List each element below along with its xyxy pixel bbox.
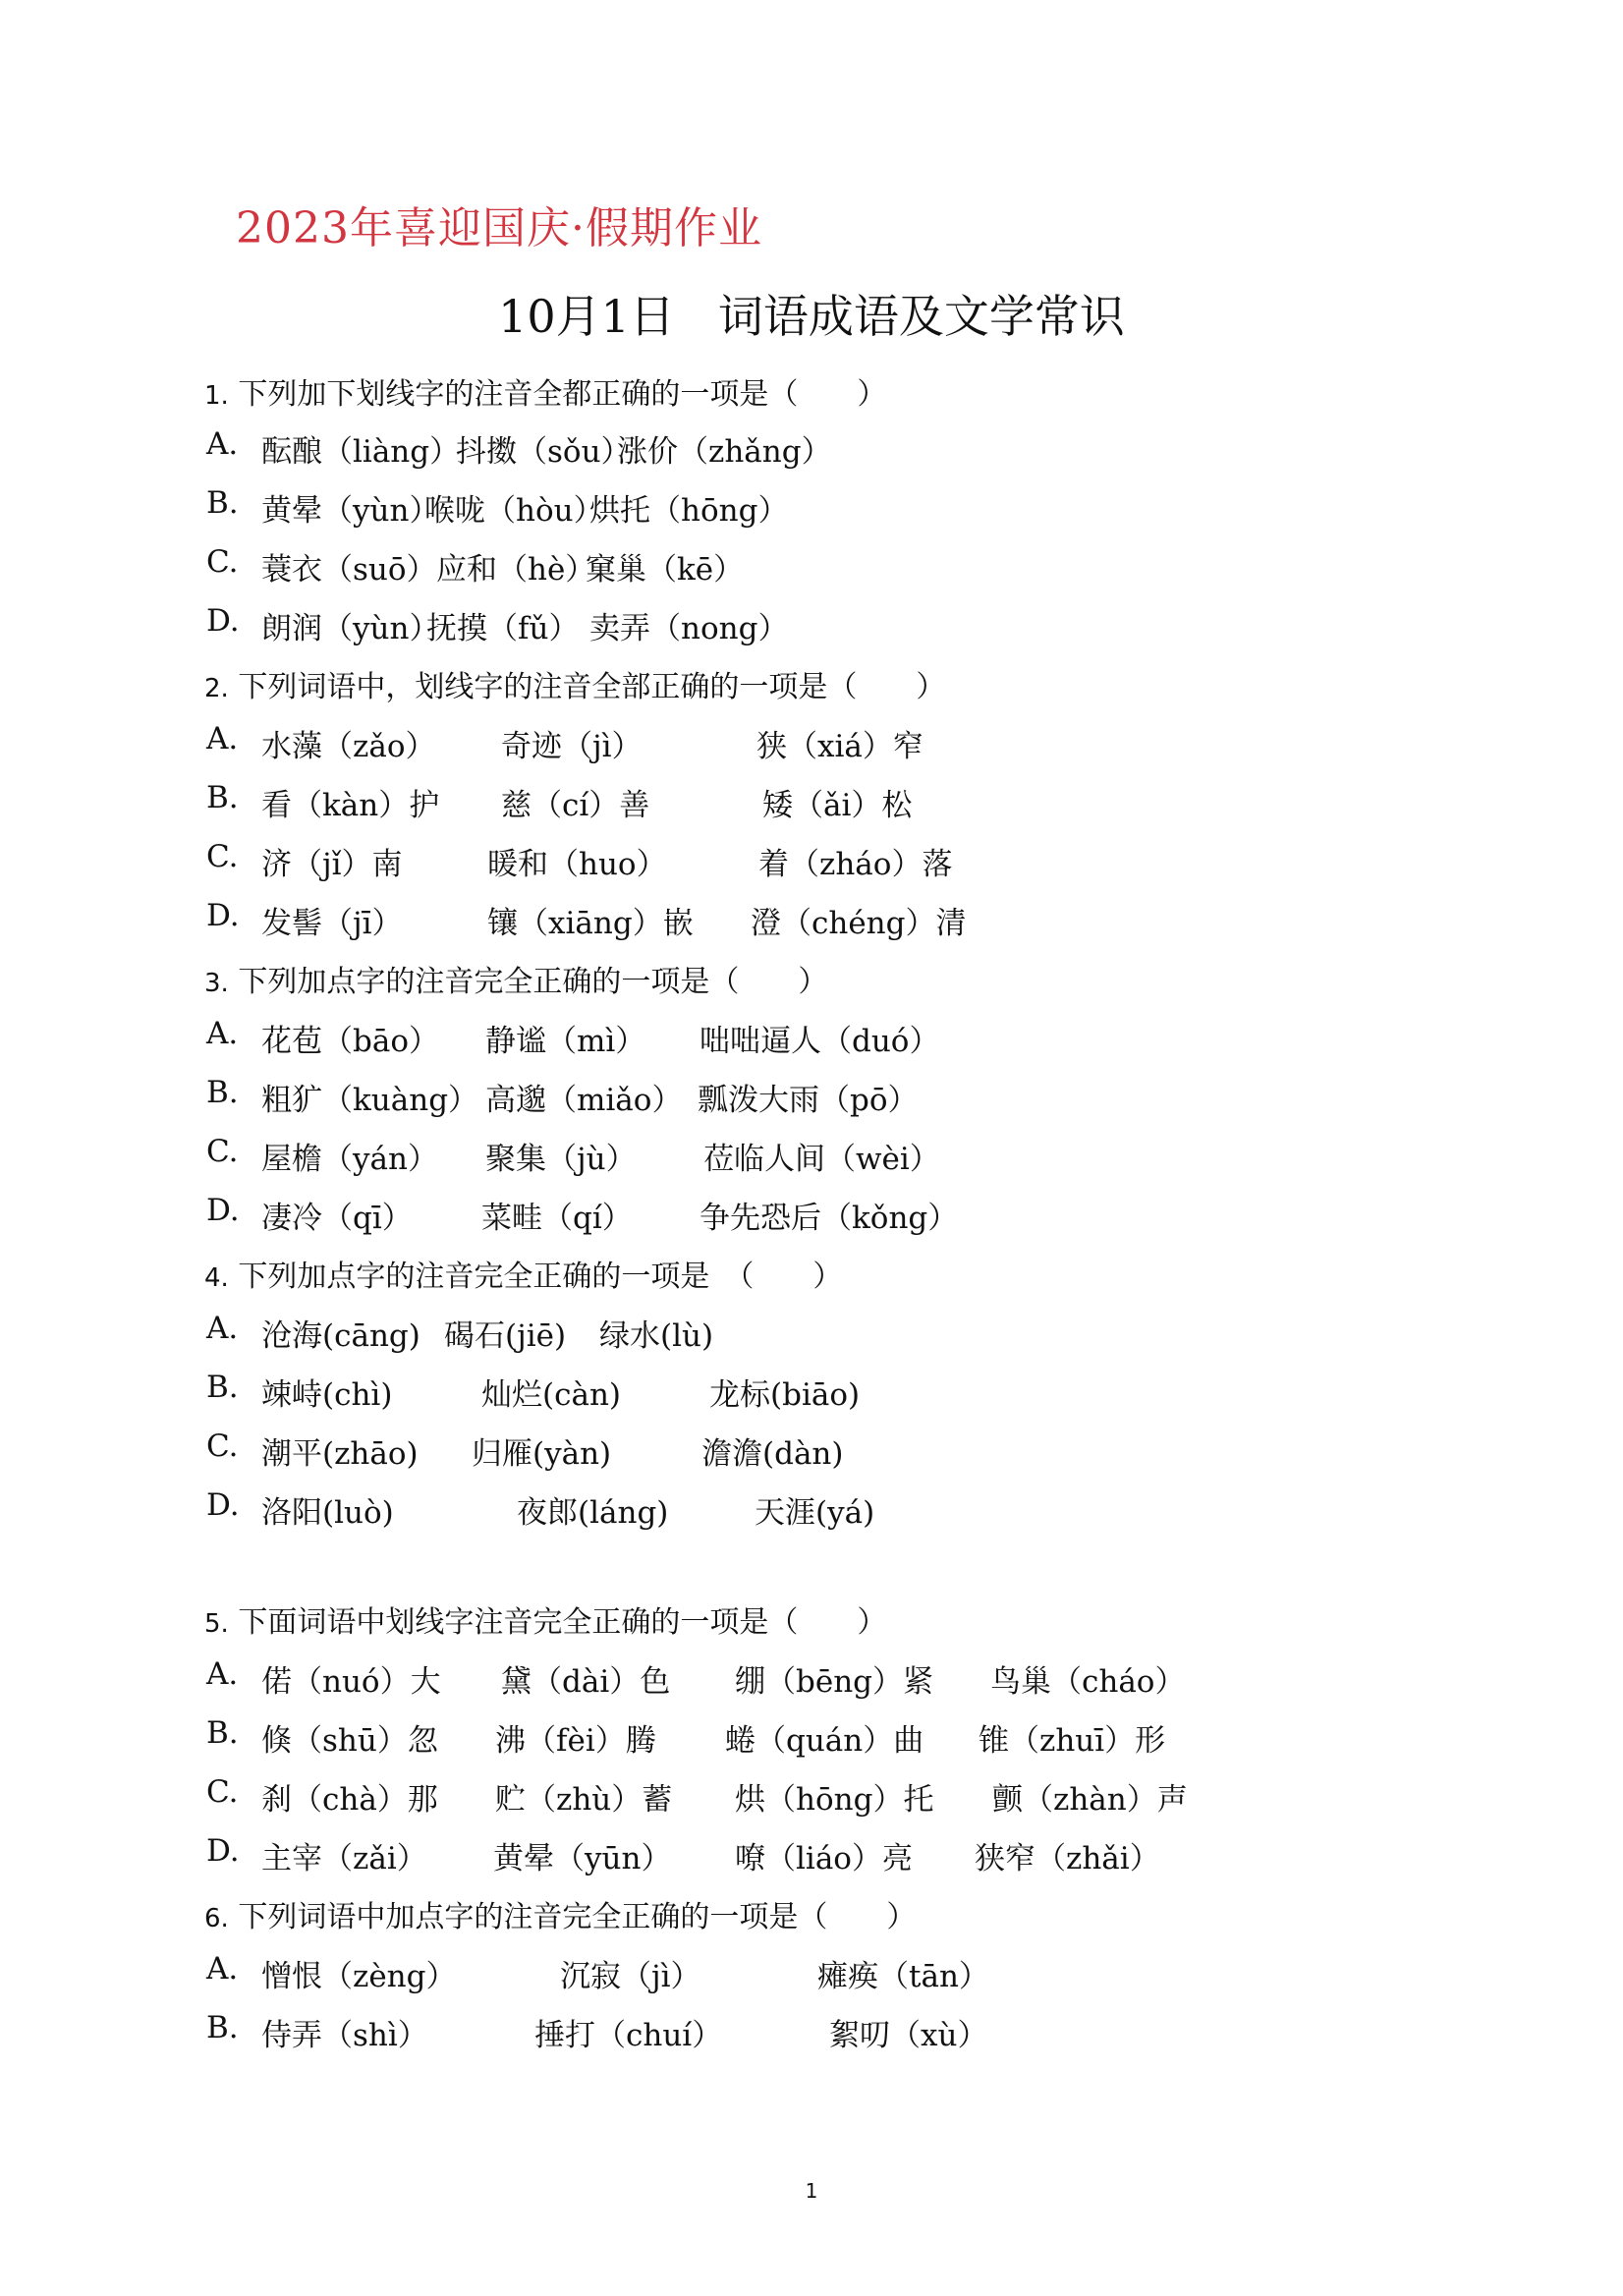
option-item: 莅临人间（wèi） [703,1142,940,1177]
option-label: A. [206,721,239,756]
option-item: 灿烂(càn) [481,1377,621,1413]
question-number: 3. [204,969,229,998]
option-item: 镶（xiāng）嵌 [487,906,694,941]
title-date: 10月1日 [498,290,675,343]
option-item: 捶打（chuí） [534,2018,723,2053]
option-item: 主宰（zǎi） [261,1841,427,1876]
option-item: 抚摸（fǔ） [426,611,580,646]
option-item: 高邈（miǎo） [485,1083,683,1118]
option-label: A. [206,1016,239,1051]
option-item: 嘹（liáo）亮 [735,1841,913,1876]
page-title [0,281,1623,346]
option-item: 鸟巢（cháo） [990,1664,1186,1700]
option-item: 瘫痪（tān） [817,1959,989,1994]
option-label: C. [206,1774,239,1810]
option-label: B. [206,2010,239,2045]
option-item: 抖擞（sǒu） [456,434,632,470]
option-item: 喉咙（hòu） [424,493,604,529]
option-item: 龙标(biāo) [709,1377,861,1413]
option-item: 潮平(zhāo) [261,1436,419,1472]
option-item: 憎恨（zèng） [261,1959,457,1994]
question-text: 下面词语中划线字注音完全正确的一项是（ ） [238,1605,887,1640]
option-label: B. [206,1370,239,1405]
option-label: A. [206,1311,239,1346]
title-topic: 词语成语及文学常识 [717,290,1125,343]
question-number: 6. [204,1904,229,1933]
question-text: 下列加点字的注音完全正确的一项是 （ ） [238,1260,843,1294]
option-item: 看（kàn）护 [261,788,440,823]
option-label: C. [206,1134,239,1169]
question-number: 1. [204,381,229,411]
option-item: 窠巢（kē） [586,552,745,588]
question-2-stem [204,662,945,705]
option-item: 沸（fèi）腾 [495,1723,656,1759]
option-item: 洛阳(luò) [261,1495,394,1531]
option-item: 屋檐（yán） [261,1142,438,1177]
option-item: 黛（dài）色 [501,1664,671,1700]
option-label: C. [206,544,239,580]
option-item: 狭（xiá）窄 [756,729,923,764]
option-item: 暖和（huo） [487,847,667,882]
option-item: 颤（zhàn）声 [992,1782,1188,1818]
option-item: 矮（ǎi）松 [762,788,913,823]
option-item: 蓑衣（suō） [261,552,437,588]
option-item: 沧海(cāng) [261,1318,420,1354]
option-item: 瓢泼大雨（pō） [698,1083,919,1118]
option-item: 发髻（jī） [261,906,403,941]
question-6-stem [204,1892,916,1935]
option-label: D. [206,1833,240,1869]
option-item: 奇迹（jì） [501,729,643,764]
option-label: B. [206,780,239,815]
question-1-stem [204,369,886,413]
option-label: D. [206,603,240,639]
question-4-stem [204,1252,842,1295]
option-item: 碣石(jiē) [444,1318,567,1354]
question-text: 下列加下划线字的注音全都正确的一项是（ ） [238,377,887,412]
option-item: 朗润（yùn） [261,611,440,646]
option-item: 贮（zhù）蓄 [495,1782,673,1818]
homework-banner: 2023年喜迎国庆·假期作业 [236,203,762,253]
option-item: 黄晕（yùn） [261,493,440,529]
option-item: 天涯(yá) [755,1495,875,1531]
question-text: 下列加点字的注音完全正确的一项是（ ） [238,965,828,999]
option-item: 侍弄（shì） [261,2018,428,2053]
option-item: 狭窄（zhǎi） [975,1841,1160,1876]
option-item: 济（jǐ）南 [261,847,403,882]
option-label: A. [206,1951,239,1987]
option-item: 偌（nuó）大 [261,1664,441,1700]
option-item: 归雁(yàn) [472,1436,612,1472]
option-item: 锥（zhuī）形 [979,1723,1166,1759]
option-label: D. [206,1193,240,1228]
option-item: 应和（hè） [436,552,596,588]
option-item: 水藻（zǎo） [261,729,436,764]
option-label: C. [206,1428,239,1464]
option-item: 卖弄（nong） [589,611,789,646]
question-number: 4. [204,1263,229,1293]
option-item: 聚集（jù） [485,1142,637,1177]
option-label: B. [206,1075,239,1110]
option-item: 涨价（zhǎng） [617,434,832,470]
option-item: 夜郎(láng) [517,1495,669,1531]
question-number: 2. [204,674,229,703]
option-item: 烘（hōng）托 [735,1782,934,1818]
option-item: 花苞（bāo） [261,1024,439,1059]
question-text: 下列词语中加点字的注音完全正确的一项是（ ） [238,1900,917,1934]
option-item: 绿水(lù) [599,1318,714,1354]
option-label: A. [206,1656,239,1692]
option-item: 竦峙(chì) [261,1377,393,1413]
option-item: 黄晕（yūn） [493,1841,672,1876]
option-item: 絮叨（xù） [829,2018,988,2053]
question-text: 下列词语中，划线字的注音全部正确的一项是（ ） [238,670,946,704]
option-item: 沉寂（jì） [560,1959,701,1994]
option-label: D. [206,1487,240,1523]
option-item: 澹澹(dàn) [701,1436,844,1472]
option-item: 争先恐后（kǒng） [700,1201,959,1236]
option-item: 着（zháo）落 [758,847,953,882]
option-item: 刹（chà）那 [261,1782,438,1818]
question-3-stem [204,957,827,1000]
page-number: 1 [805,2179,818,2203]
option-label: B. [206,485,239,521]
option-item: 倏（shū）忽 [261,1723,438,1759]
option-item: 凄冷（qī） [261,1201,413,1236]
option-label: A. [206,426,239,462]
option-label: D. [206,898,240,933]
question-5-stem [204,1597,886,1641]
option-item: 慈（cí）善 [501,788,650,823]
option-item: 澄（chéng）清 [751,906,967,941]
option-label: C. [206,839,239,874]
option-item: 烘托（hōng） [589,493,789,529]
question-number: 5. [204,1609,229,1639]
option-item: 菜畦（qí） [481,1201,633,1236]
option-item: 酝酿（liàng） [261,434,461,470]
option-item: 咄咄逼人（duó） [700,1024,940,1059]
option-item: 蜷（quán）曲 [725,1723,924,1759]
option-item: 绷（bēng）紧 [735,1664,933,1700]
option-item: 粗犷（kuàng） [261,1083,479,1118]
option-label: B. [206,1715,239,1751]
option-item: 静谧（mì） [485,1024,646,1059]
